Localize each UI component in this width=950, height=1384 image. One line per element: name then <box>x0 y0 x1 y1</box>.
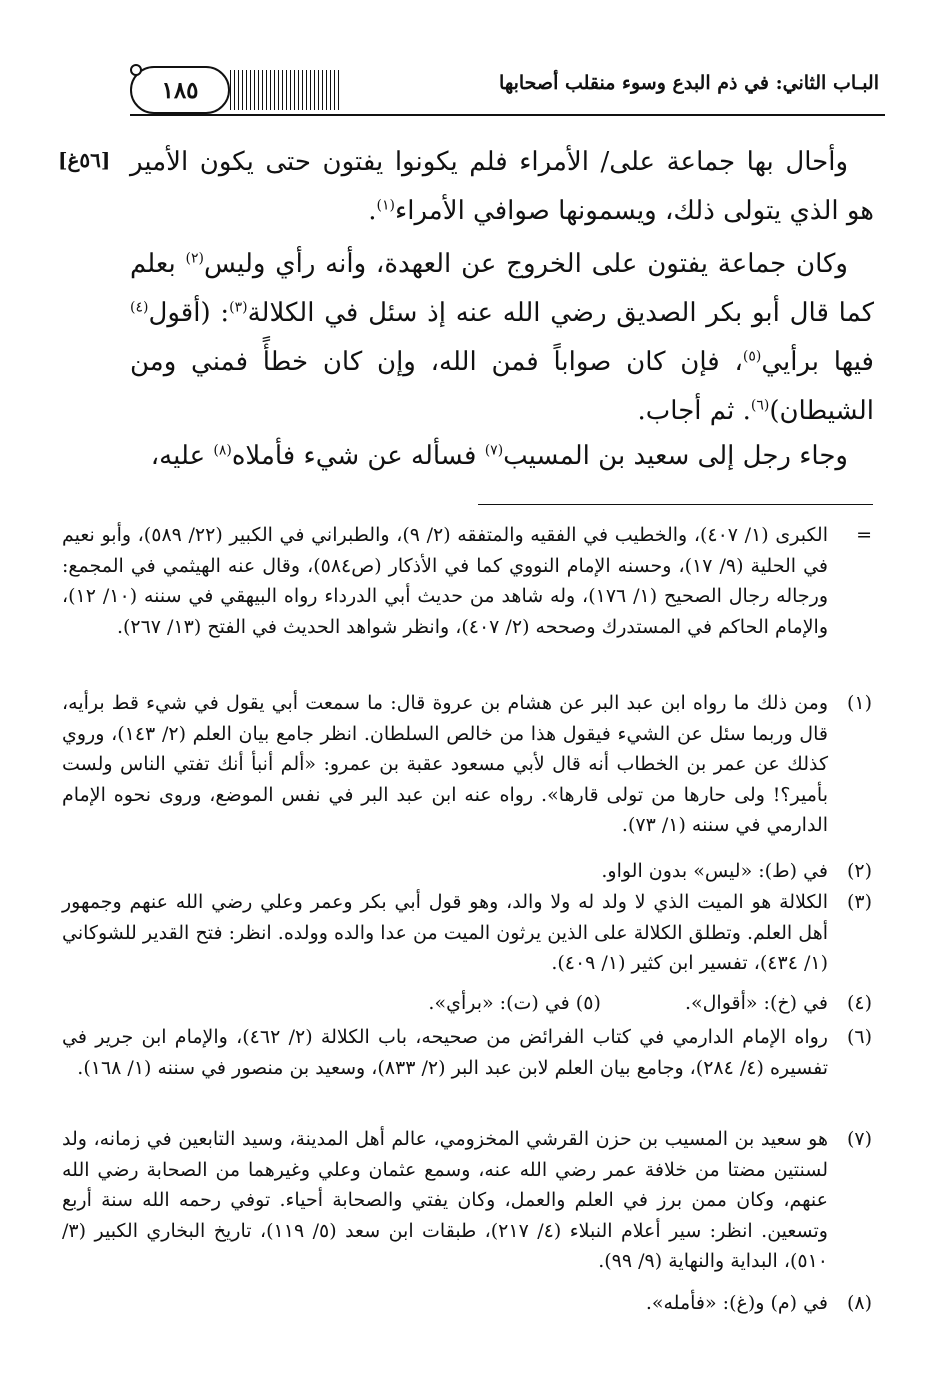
footnote-2 <box>62 856 872 887</box>
header-ornament <box>230 70 340 110</box>
footnote-text: رواه الإمام الدارمي في كتاب الفرائض من صحيحه، باب الكلالة (٢/ ٤٦٢)، والإمام ابن جرير في تفسيره (٤/ ٢٨٤)، وجامع بيان العلم لابن عبد البر (٢/ ٨٣٣)، وسعيد بن منصور في سننه (١/ ١٦٨). <box>62 1026 828 1079</box>
footnote-text: الكبرى (١/ ٤٠٧)، والخطيب في الفقيه والمتفقه (٢/ ٩)، والطبراني في الكبير (٢٢/ ٥٨٩)، وأبو نعيم في الحلية (٩/ ١٧)، وحسنه الإمام النووي كما في الأذكار (ص٥٨٤)، وقال عنه الهيثمي في المجمع: ورجاله رجال الصحيح (١/ ١٧٦)، وله شاهد من حديث أبي الدرداء رواه البيهقي في سننه (١٠/ ١٢)، والإمام الحاكم في المستدرك وصححه (٢/ ٤٠٧)، وانظر شواهد الحديث في الفتح (١٣/ ٢٦٧). <box>62 524 829 638</box>
footnote-ref-7: (٧) <box>484 442 504 459</box>
footnote-number: (٣) <box>846 891 872 913</box>
footnote-ref-3: (٣) <box>229 299 248 316</box>
footnote-text: في (ط): «ليس» بدون الواو. <box>601 860 828 882</box>
footnote-number: (٨) <box>846 1292 872 1314</box>
footnote-1 <box>62 688 872 841</box>
footnote-text: هو سعيد بن المسيب بن حزن القرشي المخزومي، عالم أهل المدينة، وسيد التابعين في زمانه، ولد لسنتين مضتا من خلافة عمر رضي الله عنه، وسمع عثمان وعلي وغيرهما من الصحابة رضي الله عنهم، وكان ممن برز في العلم والعمل، وكان يفتي والصحابة أحياء. توفي رحمه الله سنة أربع وتسعين. انظر: سير أعلام النبلاء (٤/ ٢١٧)، طبقات ابن سعد (٥/ ١١٩)، تاريخ البخاري الكبير (٣/ ٥١٠)، البداية والنهاية (٩/ ٩٩). <box>62 1128 828 1272</box>
paragraph-text: وكان جماعة يفتون على الخروج عن العهدة، وأنه رأي وليس <box>203 249 848 279</box>
footnote-text: ومن ذلك ما رواه ابن عبد البر عن هشام بن عروة قال: ما سمعت أبي يقول في شيء قط برأيه، قال وربما سئل عن الشيء فيقول هذا من خالص السلطان. انظر جامع بيان العلم (٢/ ١٤٣)، وروي كذلك عن عمر بن الخطاب أنه قال لأبي مسعود عقبة بن عمرو: «ألم أنبأ أنك تفتي الناس ولست بأمير؟! ولى حارها من تولى قارها». رواه عنه ابن عبد البر في نفس الموضع، وروى نحوه الإمام الدارمي في سننه (١/ ٧٣). <box>62 692 828 836</box>
main-paragraph-2 <box>130 240 874 436</box>
footnote-number: (٤) <box>846 992 872 1014</box>
footnote-ref-8: (٨) <box>213 442 232 459</box>
footnote-number: (٥) <box>575 992 601 1014</box>
footnote-continued <box>62 520 872 642</box>
manuscript-folio-marker: [٥٦غ] <box>58 148 111 172</box>
footnote-ref-5: (٥) <box>742 348 762 365</box>
footnote-6 <box>62 1022 872 1083</box>
footnote-separator <box>478 504 873 505</box>
footnote-3 <box>62 887 872 979</box>
continuation-mark: = <box>856 524 872 546</box>
footnote-8 <box>62 1288 872 1319</box>
main-paragraph-3 <box>130 432 874 481</box>
paragraph-text: فسأله عن شيء فأملاه <box>231 441 485 471</box>
paragraph-text: : (أقول <box>148 298 230 328</box>
paragraph-text: عليه، <box>150 441 214 471</box>
footnote-number: (٢) <box>846 860 872 882</box>
footnote-number: (١) <box>846 692 872 714</box>
footnote-number: (٦) <box>846 1026 872 1048</box>
badge-ornament-icon <box>130 64 142 76</box>
header-rule <box>130 114 885 116</box>
footnote-7 <box>62 1124 872 1277</box>
footnote-line <box>62 988 828 1019</box>
running-header <box>130 64 885 116</box>
chapter-title: البـاب الثاني: في ذم البدع وسوء منقلب أصحابها <box>499 72 879 94</box>
paragraph-text: . <box>368 196 377 226</box>
paragraph-text: . ثم أجاب. <box>637 396 751 426</box>
footnote-4-5 <box>62 988 872 1019</box>
paragraph-text: وجاء رجل إلى سعيد بن المسيب <box>503 441 848 471</box>
paragraph-text: فيها برأيي <box>761 347 874 377</box>
paragraph-text: بعلم كما قال أبو بكر الصديق رضي الله عنه إذ سئل في الكلالة <box>130 249 874 328</box>
paragraph-text: وأحال بها جماعة على/ الأمراء فلم يكونوا يفتون حتى يكون الأمير هو الذي يتولى ذلك، ويسمونها صوافي الأمراء <box>130 147 874 226</box>
footnote-ref-4: (٤) <box>130 299 149 316</box>
footnote-ref-1: (١) <box>376 197 396 214</box>
footnote-text: في (خ): «أقوال». <box>684 992 828 1014</box>
page-number-badge <box>130 66 230 114</box>
footnote-text: في (ت): «برأي». <box>428 992 570 1014</box>
footnote-text: الكلالة هو الميت الذي لا ولد له ولا والد، وهو قول أبي بكر وعمر وعلي رضي الله عنهم وجمهور أهل العلم. وتطلق الكلالة على الذين يرثون الميت من عدا والده وولده. انظر: فتح القدير للشوكاني (١/ ٤٣٤)، تفسير ابن كثير (١/ ٤٠٩). <box>62 891 828 974</box>
footnote-text: في (م) و(غ): «فأمله». <box>645 1292 828 1314</box>
footnote-ref-2: (٢) <box>185 250 204 267</box>
footnote-number: (٧) <box>846 1128 872 1150</box>
footnote-ref-6: (٦) <box>750 397 770 414</box>
page-number: ١٨٥ <box>161 76 199 104</box>
main-paragraph-1 <box>130 138 874 236</box>
paragraph-text: ، فإن كان صواباً فمن الله، وإن كان خطأً فمني ومن الشيطان) <box>130 347 874 426</box>
